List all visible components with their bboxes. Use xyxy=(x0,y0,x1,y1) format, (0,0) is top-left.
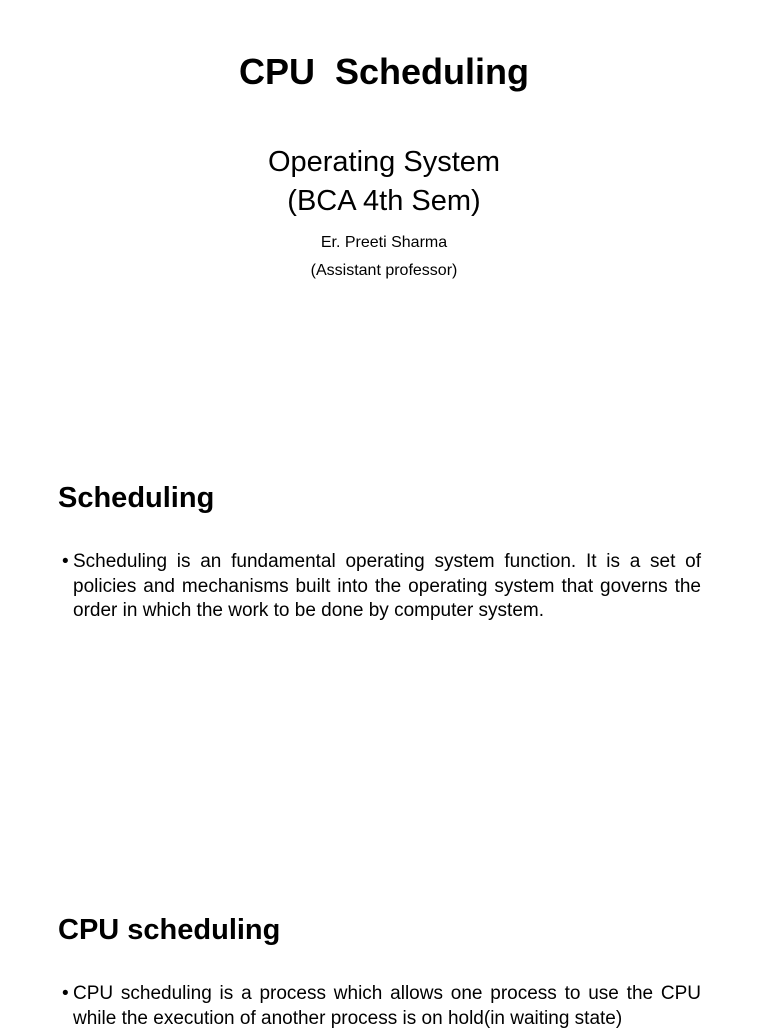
bullet-icon: • xyxy=(62,983,69,1004)
bullet-item xyxy=(62,550,701,624)
bullet-text: Scheduling is an fundamental operating system function. It is a set of policies and mechanisms built into the operating system that governs the order in which the work to be done by computer system. xyxy=(73,551,701,621)
presentation-title: CPU Scheduling xyxy=(238,51,530,92)
cpu-scheduling-slide xyxy=(0,864,768,1029)
author-block xyxy=(0,229,768,285)
subtitle-line-class: (BCA 4th Sem) xyxy=(287,185,481,217)
title-slide xyxy=(0,0,768,432)
author-role: (Assistant professor) xyxy=(310,262,458,279)
section-heading: Scheduling xyxy=(58,482,215,514)
course-subtitle xyxy=(0,143,768,221)
bullet-text: CPU scheduling is a process which allows one process to use the CPU while the execution of another process is on hold(in waiting state) xyxy=(73,983,701,1029)
section-heading: CPU scheduling xyxy=(58,914,281,946)
subtitle-line-subject: Operating System xyxy=(267,146,501,178)
author-name: Er. Preeti Sharma xyxy=(320,234,448,251)
bullet-icon: • xyxy=(62,551,69,572)
scheduling-slide xyxy=(0,432,768,864)
